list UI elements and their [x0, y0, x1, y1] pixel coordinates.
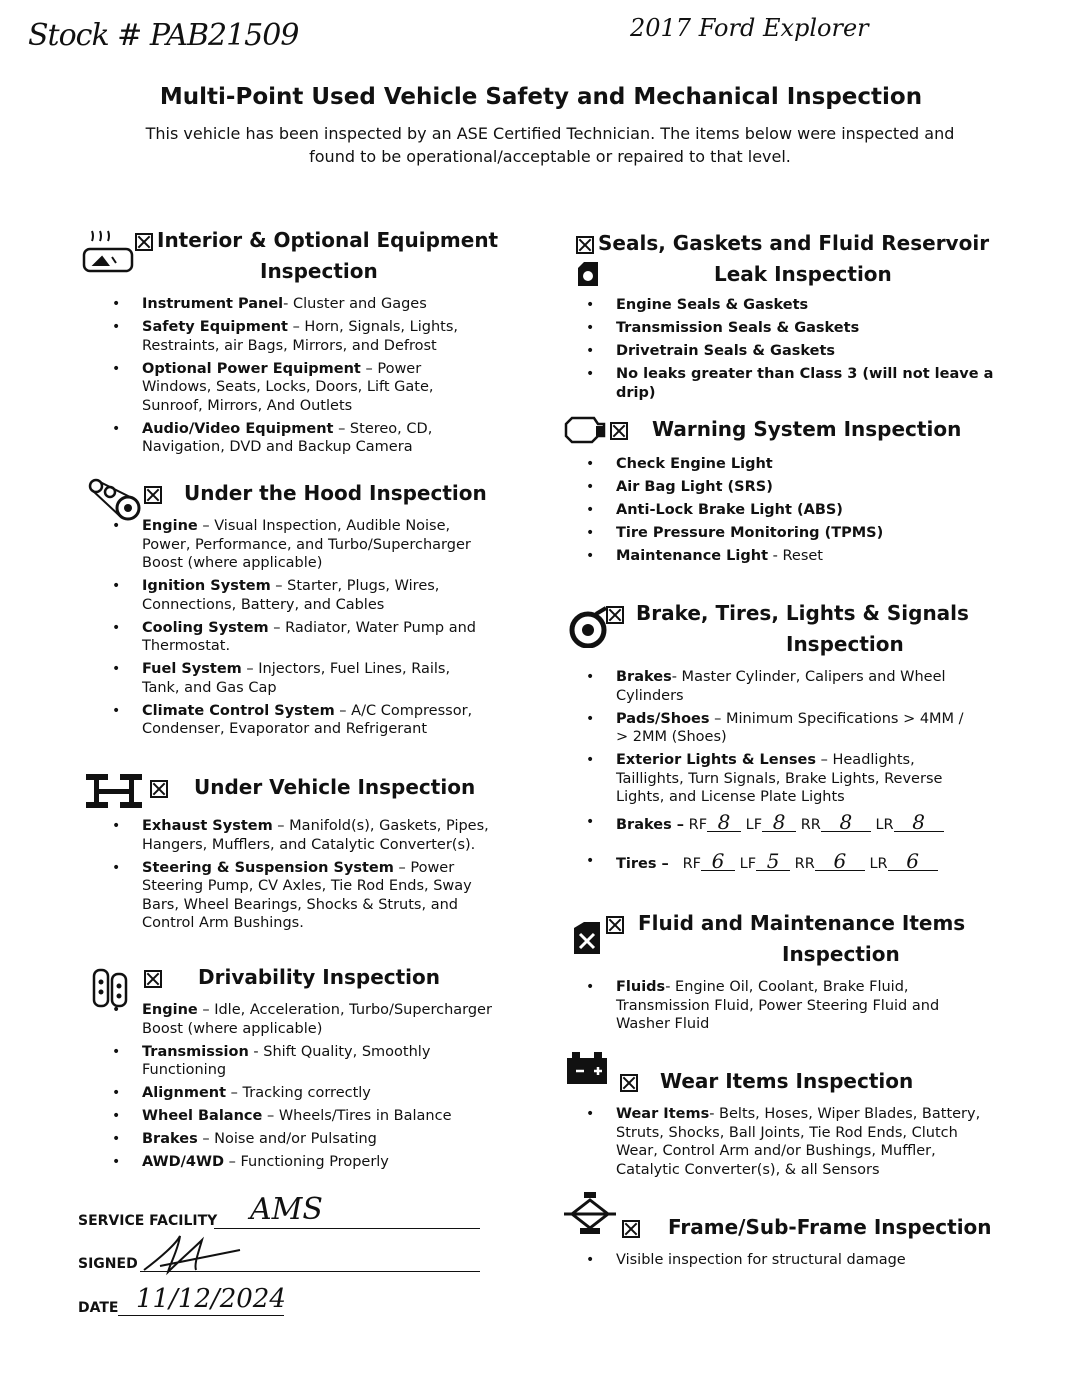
- section-title-line2: Leak Inspection: [714, 262, 892, 286]
- date-label: DATE: [78, 1300, 119, 1316]
- list-item: • Steering & Suspension System – Power Steering Pump, CV Axles, Tie Rod Ends, Sway Bars, Wheel Bearings, Shocks & Struts, and Control Arm Bushings.: [112, 859, 502, 933]
- list-item: • Brakes – Noise and/or Pulsating: [112, 1130, 502, 1149]
- list-item: • Exterior Lights & Lenses – Headlights, Taillights, Turn Signals, Brake Lights, Reverse Lights, and License Plate Lights: [586, 751, 976, 807]
- tire-lr-value: 6: [888, 852, 938, 871]
- section-fluid: [566, 908, 1042, 1038]
- section-drivability: [80, 962, 530, 1176]
- checkbox-checked-icon: [144, 970, 162, 988]
- list-item: • Fluids- Engine Oil, Coolant, Brake Fluid, Transmission Fluid, Power Steering Fluid and Washer Fluid: [586, 978, 976, 1034]
- list-item: • Engine Seals & Gaskets: [586, 296, 1026, 315]
- page-subtitle: This vehicle has been inspected by an ASE Certified Technician. The items below were inspected and found to be operational/acceptable or repaired to that level.: [145, 124, 955, 166]
- checkbox-checked-icon: [144, 486, 162, 504]
- list-item: • Fuel System – Injectors, Fuel Lines, Rails, Tank, and Gas Cap: [112, 660, 492, 697]
- list-item: • Engine – Visual Inspection, Audible Noise, Power, Performance, and Turbo/Supercharger Boost (where applicable): [112, 517, 492, 573]
- list-item: • Exhaust System – Manifold(s), Gaskets, Pipes, Hangers, Mufflers, and Catalytic Converter(s).: [112, 817, 502, 854]
- tire-measurements: • Tires – RF 6 LF 5 RR 6 LR 6: [586, 852, 976, 874]
- section-title: Under the Hood Inspection: [184, 481, 487, 505]
- list-item: • Climate Control System – A/C Compressor, Condenser, Evaporator and Refrigerant: [112, 702, 492, 739]
- list-item: • Cooling System – Radiator, Water Pump and Thermostat.: [112, 619, 492, 656]
- section-title: Fluid and Maintenance Items: [638, 911, 966, 935]
- brake-lr-value: 8: [894, 813, 944, 832]
- section-title: Warning System Inspection: [652, 417, 962, 441]
- list-item: • Air Bag Light (SRS): [586, 478, 1026, 497]
- list-item: • Transmission - Shift Quality, Smoothly Functioning: [112, 1043, 502, 1080]
- section-title-line2: Inspection: [260, 259, 378, 283]
- date-value: 11/12/2024: [136, 1284, 286, 1314]
- section-title: Under Vehicle Inspection: [194, 775, 476, 799]
- list-item: • Optional Power Equipment – Power Windows, Seats, Locks, Doors, Lift Gate, Sunroof, Mirrors, And Outlets: [112, 360, 492, 416]
- stock-number: Stock # PAB21509: [28, 18, 299, 53]
- section-brakes: [562, 598, 1042, 878]
- brake-lf-value: 8: [762, 813, 796, 832]
- checkbox-checked-icon: [606, 606, 624, 624]
- section-frame: [562, 1192, 1042, 1274]
- section-title: Brake, Tires, Lights & Signals: [636, 601, 969, 625]
- list-item: • AWD/4WD – Functioning Properly: [112, 1153, 502, 1172]
- brake-rf-value: 8: [707, 813, 741, 832]
- service-facility-label: SERVICE FACILITY: [78, 1213, 218, 1229]
- checkbox-checked-icon: [576, 236, 594, 254]
- section-title: Frame/Sub-Frame Inspection: [668, 1215, 992, 1239]
- service-facility-line: [214, 1228, 480, 1229]
- section-wear: [566, 1052, 1042, 1184]
- list-item: • Brakes- Master Cylinder, Calipers and Wheel Cylinders: [586, 668, 976, 705]
- list-item: • Wear Items- Belts, Hoses, Wiper Blades, Battery, Struts, Shocks, Ball Joints, Tie Rod Ends, Clutch Wear, Control Arm and/or Bushings, Muffler, Catalytic Converter(s), & all Sensors: [586, 1105, 986, 1179]
- list-item: • No leaks greater than Class 3 (will not leave a drip): [586, 365, 1026, 402]
- section-title-line2: Inspection: [786, 632, 904, 656]
- list-item: • Visible inspection for structural damage: [586, 1251, 1006, 1270]
- date-line: [118, 1315, 284, 1316]
- list-item: • Drivetrain Seals & Gaskets: [586, 342, 1026, 361]
- section-hood: [80, 478, 530, 743]
- tire-rf-value: 6: [701, 852, 735, 871]
- list-item: • Pads/Shoes – Minimum Specifications > 4MM / > 2MM (Shoes): [586, 710, 976, 747]
- brake-measurements: • Brakes – RF 8 LF 8 RR 8 LR 8: [586, 813, 976, 835]
- list-item: • Ignition System – Starter, Plugs, Wires, Connections, Battery, and Cables: [112, 577, 492, 614]
- handwritten-signature-icon: [140, 1230, 250, 1276]
- list-item: • Alignment – Tracking correctly: [112, 1084, 502, 1103]
- section-title: Seals, Gaskets and Fluid Reservoir: [598, 231, 990, 255]
- list-item: • Wheel Balance – Wheels/Tires in Balance: [112, 1107, 502, 1126]
- checkbox-checked-icon: [150, 780, 168, 798]
- page-title: Multi-Point Used Vehicle Safety and Mechanical Inspection: [159, 84, 923, 110]
- section-title: Drivability Inspection: [198, 965, 441, 989]
- section-title: Wear Items Inspection: [660, 1069, 914, 1093]
- checkbox-checked-icon: [606, 916, 624, 934]
- list-item: • Check Engine Light: [586, 455, 1026, 474]
- section-title-line2: Inspection: [782, 942, 900, 966]
- section-title: Interior & Optional Equipment: [157, 228, 499, 252]
- list-item: • Maintenance Light - Reset: [586, 547, 1026, 566]
- brake-rr-value: 8: [821, 813, 871, 832]
- section-warning: [562, 414, 1042, 570]
- checkbox-checked-icon: [620, 1074, 638, 1092]
- section-seals: [572, 228, 1042, 407]
- list-item: • Audio/Video Equipment – Stereo, CD, Navigation, DVD and Backup Camera: [112, 420, 492, 457]
- checkbox-checked-icon: [135, 233, 153, 251]
- vehicle-name: 2017 Ford Explorer: [630, 14, 869, 42]
- section-interior: [80, 225, 530, 461]
- list-item: • Instrument Panel- Cluster and Gages: [112, 295, 492, 314]
- tire-rr-value: 6: [815, 852, 865, 871]
- list-item: • Transmission Seals & Gaskets: [586, 319, 1026, 338]
- list-item: • Safety Equipment – Horn, Signals, Lights, Restraints, air Bags, Mirrors, and Defrost: [112, 318, 492, 355]
- list-item: • Anti-Lock Brake Light (ABS): [586, 501, 1026, 520]
- checkbox-checked-icon: [610, 422, 628, 440]
- service-facility-value: AMS: [250, 1192, 323, 1227]
- checkbox-checked-icon: [622, 1220, 640, 1238]
- list-item: • Tire Pressure Monitoring (TPMS): [586, 524, 1026, 543]
- signed-label: SIGNED: [78, 1256, 138, 1272]
- list-item: • Engine – Idle, Acceleration, Turbo/Supercharger Boost (where applicable): [112, 1001, 502, 1038]
- tire-lf-value: 5: [756, 852, 790, 871]
- section-under-vehicle: [80, 772, 530, 937]
